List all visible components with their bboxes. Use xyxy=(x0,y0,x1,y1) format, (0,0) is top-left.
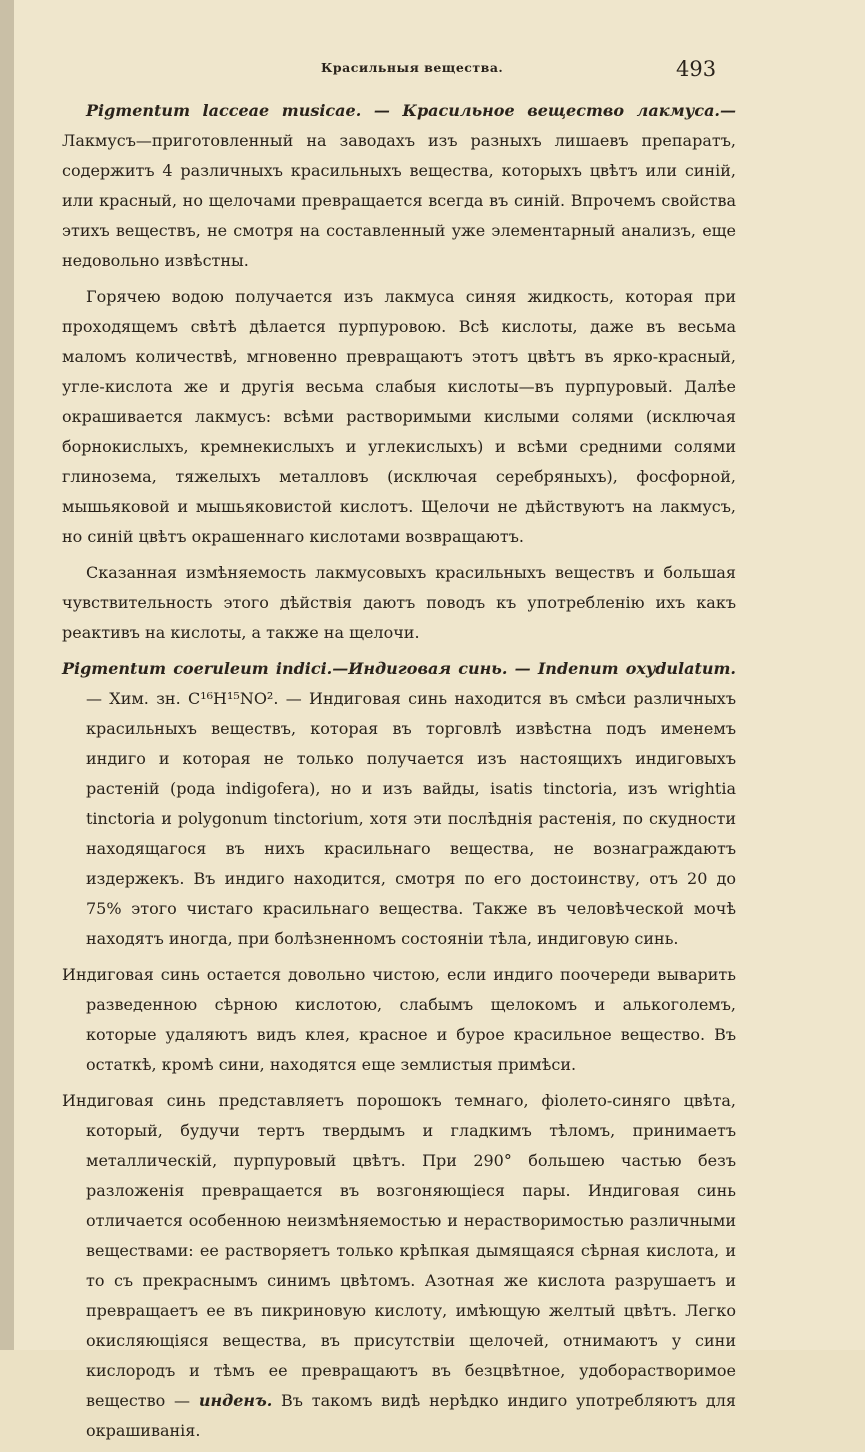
indigo-text-1: — Хим. зн. C¹⁶H¹⁵NO². — Индиговая синь находится въ смѣси различныхъ красильныхъ веществъ, которая въ торговлѣ извѣстна подъ именемъ индиго и которая не только получается изъ настоящихъ индиговыхъ растеній (рода indigofera), но и изъ вайды, isatis tinctoria, изъ wrightia tinctoria и polygonum tinctorium, хотя эти послѣднія растенія, по скудности находящагося въ нихъ красильнаго вещества, не вознаграждаютъ издержекъ. Въ индиго находится, смотря по его достоинству, отъ 20 до 75% этого чистаго красильнаго вещества. Также въ человѣческой мочѣ находятъ иногда, при болѣзненномъ состояніи тѣла, индиговую синь. xyxy=(86,689,736,948)
indigo-entry xyxy=(62,654,736,954)
lacmus-paragraph-2: Горячею водою получается изъ лакмуса синяя жидкость, которая при проходящемъ свѣтѣ дѣлается пурпуровою. Всѣ кислоты, даже въ весьма маломъ количествѣ, мгновенно превращаютъ этотъ цвѣтъ въ ярко-красный, угле-кислота же и другія весьма слабыя кислоты—въ пурпуровый. Далѣе окрашивается лакмусъ: всѣми растворимыми кислыми солями (исключая борнокислыхъ, кремнекислыхъ и углекислыхъ) и всѣми средними солями глинозема, тяжелыхъ металловъ (исключая серебряныхъ), фосфорной, мышьяковой и мышьяковистой кислотъ. Щелочи не дѣйствуютъ на лакмусъ, но синій цвѣтъ окрашеннаго кислотами возвращаютъ. xyxy=(62,287,736,546)
indigo-paragraph-2: Индиговая синь остается довольно чистою, если индиго поочереди выварить разведенною сѣрною кислотою, слабымъ щелокомъ и алькоголемъ, которые удаляютъ видъ клея, красное и бурое красильное вещество. Въ остаткѣ, кромѣ сини, находятся еще землистыя примѣси. xyxy=(62,965,736,1074)
lacmus-heading: Pigmentum lacceae musicae. — Красильное вещество лакмуса.— xyxy=(86,101,736,120)
indigo-text-3a: Индиговая синь представляетъ порошокъ темнаго, фіолето-синяго цвѣта, который, будучи тертъ твердымъ и гладкимъ тѣломъ, принимаетъ металлическій, пурпуровый цвѣтъ. При 290° большею частью безъ разложенія превращается въ возгоняющіеся пары. Индиговая синь отличается особенною неизмѣняемостью и нерастворимостью различными веществами: ее растворяетъ только крѣпкая дымящаяся сѣрная кислота, и то съ прекраснымъ синимъ цвѣтомъ. Азотная же кислота разрушаетъ и превращаетъ ее въ пикриновую кислоту, имѣющую желтый цвѣтъ. Легко окисляющіяся вещества, въ присутствіи щелочей, отнимаютъ у сини кислородъ и тѣмъ ее превращаютъ въ безцвѣтное, удоборастворимое вещество — xyxy=(62,1091,736,1410)
main-text xyxy=(62,96,736,1452)
inden-term: инденъ. xyxy=(198,1391,273,1410)
running-header: Красильныя вещества. xyxy=(321,60,504,75)
indigo-text-3b: Въ такомъ видѣ нерѣдко индиго употребляютъ для окрашиванія. xyxy=(86,1391,736,1440)
indigo-paragraph-3 xyxy=(62,1086,736,1446)
lacmus-paragraph-1 xyxy=(62,96,736,276)
lacmus-text-1: Лакмусъ—приготовленный на заводахъ изъ разныхъ лишаевъ препаратъ, содержитъ 4 различныхъ красильныхъ вещества, которыхъ цвѣтъ или синій, или красный, но щелочами превращается всегда въ синій. Впрочемъ свойства этихъ веществъ, не смотря на составленный уже элементарный анализъ, еще недовольно извѣстны. xyxy=(62,131,736,270)
page-edge-shadow xyxy=(0,0,14,1350)
indigo-heading: Pigmentum coeruleum indici.—Индиговая синь. — Indenum oxydulatum. xyxy=(62,659,736,678)
lacmus-paragraph-3: Сказанная измѣняемость лакмусовыхъ красильныхъ веществъ и большая чувствительность этого дѣйствія даютъ поводъ къ употребленію ихъ какъ реактивъ на кислоты, а также на щелочи. xyxy=(62,563,736,642)
page-number: 493 xyxy=(676,57,717,81)
